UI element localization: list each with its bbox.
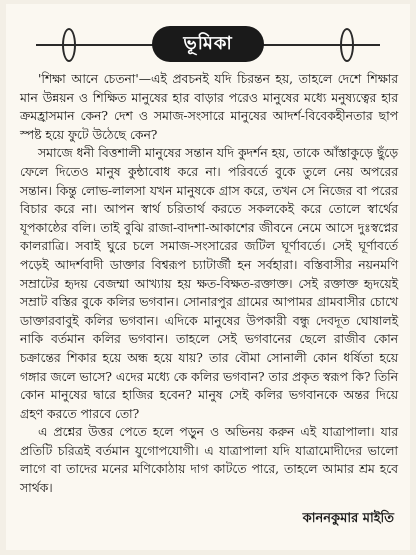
preface-text	[20, 70, 398, 498]
author-signature: কাননকুমার মাইতি	[302, 511, 394, 526]
book-page	[6, 4, 410, 550]
page-title: ভূমিকা	[183, 32, 233, 54]
paragraph-2: সমাজে ধনী বিত্তশালী মানুষের সন্তান যদি কুদর্শন হয়, তাকে আঁস্তাকুড়ে ছুঁড়ে ফেলে দিতেও মানুষ কুন্ঠাবোধ করে না। পরিবর্তে বুকে তুলে নেয় অপরের সন্তান। কিন্তু লোভ-লালসা যখন মানুষকে গ্রাস করে, তখন সে নিজের বা পরের বিচার করে না। আপন স্বার্থ চরিতার্থ করতে সকলকেই করে তোলে স্বার্থের যূপকাষ্ঠের বলি। তাই বুঝি রাজা-বাদশা-আকাশের জীবনে নেমে আসে দুঃস্বপ্নের কালরাত্রি। সবাই ঘুরে চলে সমাজ-সংসারের জটিল ঘূর্ণাবর্তে। সেই ঘূর্ণাবর্তে পড়েই আদর্শবাদী ডাক্তার বিশ্বরূপ চ্যাটার্জী হন সর্বহারা। বস্তিবাসীর নয়নমণি সম্রাটের হৃদয় বেজম্মা আখ্যায় হয় ক্ষত-বিক্ষত-রক্তাক্ত। সেই রক্তাক্ত হৃদয়েই সম্রাট বস্তির বুকে কলির ভগবান। সোনারপুর গ্রামের আপামর গ্রামবাসীর চোখে ডাক্তারবাবুই কলির ভগবান। এদিকে মানুষের উপকারী বন্ধু দেবদূত ঘোষালই নাকি বর্তমান কলির ভগবান। তাহলে সেই ভগবানের ছেলে রাজীব কোন চক্রান্তের শিকার হয়ে অন্ধ হয়ে যায়? তার বৌমা সোনালী কোন ধর্ষিতা হয়ে গঙ্গার জলে ভাসে? এদের মধ্যে কে কলির ভগবান? তার প্রকৃত স্বরূপ কি? তিনি কোন মানুষের দ্বারে হাজির হবেন? মানুষ সেই কলির ভগবানকে অন্তর দিয়ে গ্রহণ করতে পারবে তো?	[20, 146, 398, 421]
header-ornament-left	[62, 28, 76, 62]
title-header	[6, 18, 410, 58]
paragraph-1: 'শিক্ষা আনে চেতনা'—এই প্রবচনই যদি চিরন্তন হয়, তাহলে দেশে শিক্ষার মান উন্নয়ন ও শিক্ষিত মানুষের হার বাড়ার পরেও মানুষের মধ্যে মনুষ্যত্বের হার ক্রমহ্রাসমান কেন? দেশ ও সমাজ-সংসারে মানুষের আদর্শ-বিবেকহীনতার ছাপ স্পষ্ট হয়ে ফুটে উঠেছে কেন?	[20, 72, 398, 142]
paragraph-3: এ প্রশ্নের উত্তর পেতে হলে পড়ুন ও অভিনয় করুন এই যাত্রাপালা। যার প্রতিটি চরিত্রই বর্তমান যুগোপযোগী। এ যাত্রাপালা যদি যাত্রামোদীদের ভালো লাগে বা তাদের মনের মণিকোঠায় দাগ কাটতে পারে, তাহলে আমার শ্রম হবে সার্থক।	[20, 425, 398, 496]
header-ornament-right	[340, 28, 354, 62]
title-badge	[152, 26, 264, 62]
